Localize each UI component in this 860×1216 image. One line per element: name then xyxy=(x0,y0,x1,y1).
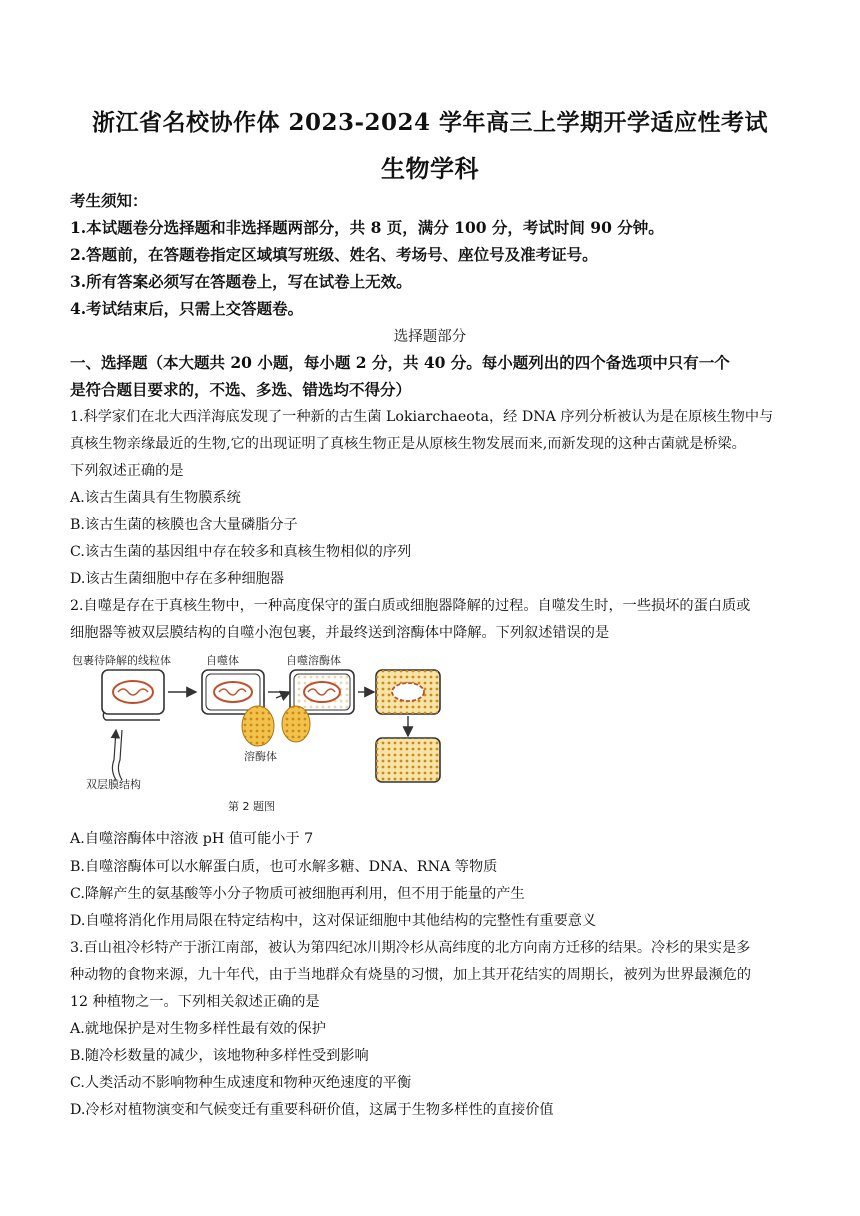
stage5-box xyxy=(376,738,440,782)
q1-stem: 1.科学家们在北大西洋海底发现了一种新的古生菌 Lokiarchaeota，经 DNA 序列分析被认为是在原核生物中与 xyxy=(70,409,774,425)
stage1-box xyxy=(102,670,164,720)
notice-item: 2.答题前，在答题卷指定区域填写班级、姓名、考场号、座位号及准考证号。 xyxy=(70,245,598,264)
subject-title: 生物学科 xyxy=(381,154,479,183)
notice-heading: 考生须知： xyxy=(70,191,148,210)
q3-option-d: D.冷杉对植物演变和气候变迁有重要科研价值，这属于生物多样性的直接价值 xyxy=(70,1102,554,1118)
notice-item: 1.本试题卷分选择题和非选择题两部分，共 8 页，满分 100 分，考试时间 90 分钟。 xyxy=(70,218,664,237)
q1-option-d: D.该古生菌细胞中存在多种细胞器 xyxy=(70,571,285,587)
label-autolysosome: 自噬溶酶体 xyxy=(286,654,341,667)
q1-stem: 下列叙述正确的是 xyxy=(70,463,184,479)
q2-option-d: D.自噬将消化作用局限在特定结构中，这对保证细胞中其他结构的完整性有重要意义 xyxy=(70,913,597,929)
label-double-membrane: 双层膜结构 xyxy=(86,778,141,791)
stage4-box xyxy=(376,670,440,714)
q1-option-a: A.该古生菌具有生物膜系统 xyxy=(70,490,241,506)
label-mitochondrion-wrapped: 包裹待降解的线粒体 xyxy=(72,654,171,667)
q2-stem: 细胞器等被双层膜结构的自噬小泡包裹，并最终送到溶酶体中降解。下列叙述错误的是 xyxy=(70,625,610,641)
label-lysosome: 溶酶体 xyxy=(244,750,277,763)
q2-stem: 2.自噬是存在于真核生物中，一种高度保守的蛋白质或细胞器降解的过程。自噬发生时，一些损坏的蛋白质或 xyxy=(70,598,751,614)
label-autophagosome: 自噬体 xyxy=(206,654,239,667)
q3-option-b: B.随冷杉数量的减少，该地物种多样性受到影响 xyxy=(70,1048,369,1064)
section-title: 选择题部分 xyxy=(393,329,467,345)
lysosome-icon xyxy=(242,706,310,746)
q2-option-b: B.自噬溶酶体可以水解蛋白质，也可水解多糖、DNA、RNA 等物质 xyxy=(70,859,498,875)
q3-stem: 3.百山祖冷杉特产于浙江南部，被认为第四纪冰川期冷杉从高纬度的北方向南方迁移的结果。冷杉的果实是多 xyxy=(70,940,751,956)
section-instructions: 一、选择题（本大题共 20 小题，每小题 2 分，共 40 分。每小题列出的四个备选项中只有一个 xyxy=(70,353,730,372)
exam-title: 浙江省名校协作体 2023-2024 学年高三上学期开学适应性考试 xyxy=(91,109,769,136)
figure-caption: 第 2 题图 xyxy=(228,800,275,813)
q1-option-b: B.该古生菌的核膜也含大量磷脂分子 xyxy=(70,517,298,533)
q1-stem: 真核生物亲缘最近的生物,它的出现证明了真核生物正是从原核生物发展而来,而新发现的这种古菌就是桥梁。 xyxy=(70,436,746,452)
section-instructions: 是符合题目要求的，不选、多选、错选均不得分） xyxy=(70,380,412,399)
q2-option-a: A.自噬溶酶体中溶液 pH 值可能小于 7 xyxy=(70,831,314,847)
notice-item: 4.考试结束后，只需上交答题卷。 xyxy=(70,299,304,318)
autophagy-figure xyxy=(68,650,468,815)
q1-option-c: C.该古生菌的基因组中存在较多和真核生物相似的序列 xyxy=(70,544,412,560)
q3-stem: 12 种植物之一。下列相关叙述正确的是 xyxy=(70,994,320,1010)
q2-option-c: C.降解产生的氨基酸等小分子物质可被细胞再利用，但不用于能量的产生 xyxy=(70,886,525,902)
notice-item: 3.所有答案必须写在答题卷上，写在试卷上无效。 xyxy=(70,272,412,291)
q3-option-c: C.人类活动不影响物种生成速度和物种灭绝速度的平衡 xyxy=(70,1075,412,1091)
q3-option-a: A.就地保护是对生物多样性最有效的保护 xyxy=(70,1021,326,1037)
q3-stem: 种动物的食物来源，九十年代，由于当地群众有烧垦的习惯，加上其开花结实的周期长，被列为世界最濒危的 xyxy=(70,967,752,983)
